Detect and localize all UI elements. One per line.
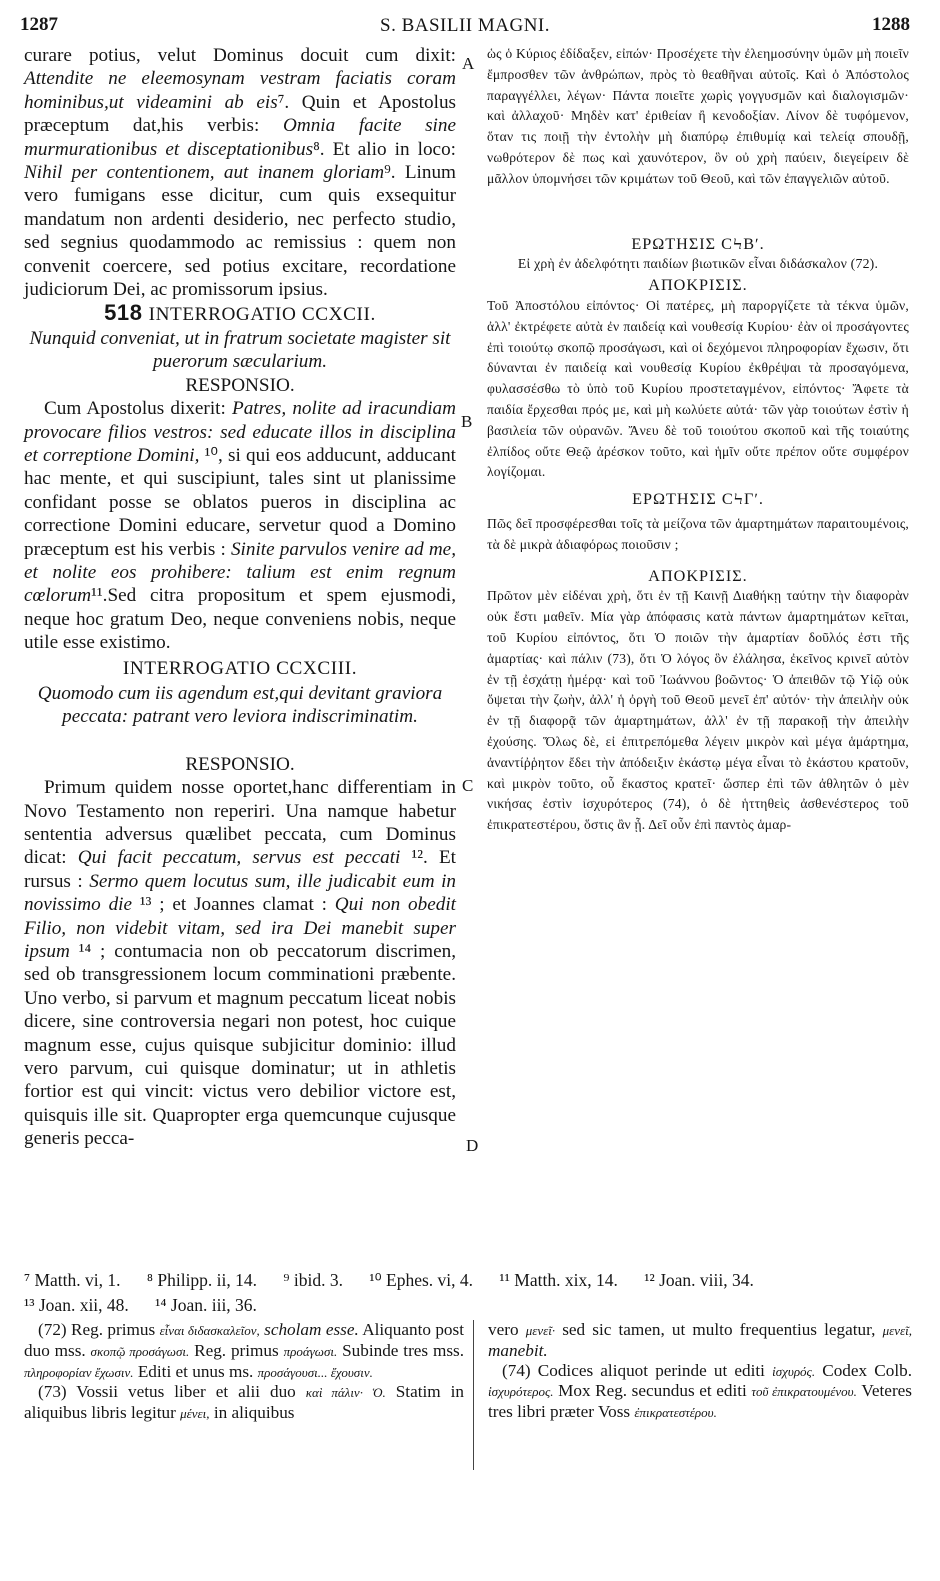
latin-response-293-label: RESPONSIO. [185,753,295,775]
latin-question-293-heading: INTERROGATIO CCXCIII. [122,657,358,679]
reference-item: ¹⁴ Joan. iii, 36. [155,1295,257,1315]
greek-question-293-heading: ΕΡΩΤΗΣΙΣ ϹϞΓʹ. [632,490,764,509]
reference-item: ¹¹ Matth. xix, 14. [499,1270,618,1290]
latin-question-293-text: Quomodo cum iis agendum est,qui devitant graviora peccata: patrant vero leviora indiscriminatim. [37,682,443,728]
greek-question-293-text: Πῶς δεῖ προσφέρεσθαι τοῖς τὰ μείζονα τῶν ἁμαρτημάτων παραιτουμένοις, τὰ δὲ μικρὰ ἀδιαφόρως ποιοῦσιν ; [487,515,909,552]
latin-question-292-heading: 518 INTERROGATIO CCXCII. [104,300,376,326]
references-row [24,1268,914,1293]
right-page-number: 1288 [872,14,910,35]
greek-column [487,44,909,836]
latin-column [24,44,456,1151]
latin-question-292-text: Nunquid conveniat, ut in fratrum societate magister sit puerorum sæcularium. [29,327,451,373]
greek-response-292-label: ΑΠΟΚΡΙΣΙΣ. [648,276,748,295]
section-mark-a: A [462,54,475,73]
latin-response-292-label: RESPONSIO. [185,374,295,396]
greek-response-293-label: ΑΠΟΚΡΙΣΙΣ. [648,566,748,585]
running-title: S. BASILII MAGNI. [380,15,550,36]
scripture-references [24,1268,914,1318]
latin-response-293-paragraph: Primum quidem nosse oportet,hanc differentiam in Novo Testamento non reperiri. Una namque habetur sententia adversus quælibet peccata, cum Dominus dicat: Qui facit peccatum, servus est peccati ¹². Et rursus : Sermo quem locutus sum, ille judicabit eum in novissimo die ¹³ ; et Joannes clamat : Qui non obedit Filio, non videbit vitam, sed ira Dei manebit super ipsum ¹⁴ ; contumacia non ob peccatorum discrimen, sed ob transgressionem locum comminationi præbente. Uno verbo, si parvum et magnum peccatum liceat nobis dicere, sine controversia negari non potest, hoc cuique magnum esse, cujus quisque subjicitur dominio: illud vero parvum, cui quisque dominatur; ut in athletis fortior est qui vincit: victus vero debilior victore est, quisquis ille sit. Quapropter erga quemcunque cujusque generis pecca- [24,777,456,1150]
note-73: (73) Vossii vetus liber et alii duo καὶ πάλιν· Ὁ. Statim in aliquibus libris legitur μένει, in aliquibus [24,1382,464,1423]
reference-item: ⁹ ibid. 3. [283,1270,343,1290]
note-74: (74) Codices aliquot perinde ut editi ἰσχυρός. Codex Colb. ἰσχυρότερος. Mox Reg. secundus et editi τοῦ ἐπικρατουμένου. Veteres tres libri præter Voss ἐπικρατεστέρου. [488,1360,912,1422]
greek-response-292-paragraph: Τοῦ Ἀποστόλου εἰπόντος· Οἱ πατέρες, μὴ παροργίζετε τὰ τέκνα ὑμῶν, ἀλλ' ἐκτρέφετε αὐτὰ ἐν παιδείᾳ καὶ νουθεσίᾳ Κυρίου· ἐὰν οἱ προσάγοντες ἐπὶ τοιούτῳ σκοπῷ προσάγωσι, καὶ οἱ δεχόμενοι πληροφορίαν ἔχωσιν, ὅτι δύνανται ἐν παιδείᾳ καὶ νουθεσίᾳ Κυρίου ἐκθρέψαι τὰ προσαγόμενα, φυλασσέσθω τὸ ὑπὸ τοῦ Κυρίου προστεταγμένον, εἰπόντος· Ἄφετε τὰ παιδία ἔρχεσθαι πρός με, καὶ μὴ κωλύετε αὐτά· τῶν γὰρ τοιούτων ἐστὶν ἡ βασιλεία τῶν οὐρανῶν. Ἄνευ δὲ τοῦ τοιούτου σκοποῦ καὶ τῆς τοιαύτης ἐλπίδος οὔτε Θεῷ ἀρέσκον τοῦτο, καὶ ἡμῖν οὔτε πρέπον οὔτε συμφέρον λογίζομαι. [487,297,909,480]
page-header [20,10,910,40]
section-mark-c: C [462,776,474,795]
latin-response-292-paragraph: Cum Apostolus dixerit: Patres, nolite ad iracundiam provocare filios vestros: sed educate illos in disciplina et correptione Domini, ¹⁰, si qui eos adducunt, adducant hac mente, et qui suscipiunt, tales sint ut planissime confidant posse se oblatos pueros in disciplina ac correctione Domini educare, servetur quod a Domino præceptum est his verbis : Sinite parvulos venire ad me, et nolite eos prohibere: talium est enim regnum cœlorum¹¹.Sed citra propositum et spem ejusmodi, neque hoc gratum Deo, neque conveniens nobis, neque utile esse existimo. [24,398,456,654]
note-73-continued: vero μενεῖ· sed sic tamen, ut multo frequentius legatur, μενεῖ, manebit. [488,1320,913,1360]
column-number: 518 [104,300,143,326]
references-row [24,1293,914,1318]
greek-question-292-text: Εἰ χρὴ ἐν ἀδελφότητι παιδίων βιωτικῶν εἶναι διδάσκαλον (72). [517,256,879,272]
reference-item: ¹³ Joan. xii, 48. [24,1295,129,1315]
left-page-number: 1287 [20,14,58,35]
section-mark-d: D [466,1136,479,1155]
latin-intro-paragraph: curare potius, velut Dominus docuit cum dixit: Attendite ne eleemosynam vestram faciatis coram hominibus,ut videamini ab eis⁷. Quin et Apostolus præceptum dat,his verbis: Omnia facite sine murmurationibus et disceptationibus⁸. Et alio in loco: Nihil per contentionem, aut inanem gloriam⁹. Linum vero fumigans esse dicitur, cum quis exsequitur mandatum non ardenti desiderio, nec perfecto studio, sed segnius quodammodo ac remissius : quem non convenit coercere, sed potius excitare, recordatione judiciorum Dei, ac promissorum ipsius. [24,45,457,301]
greek-response-293-paragraph: Πρῶτον μὲν εἰδέναι χρὴ, ὅτι ἐν τῇ Καινῇ Διαθήκῃ ταύτην τὴν διαφορὰν οὐκ ἔστι μαθεῖν. Μία γὰρ ἀπόφασις κατὰ πάντων ἁμαρτημάτων κεῖται, τοῦ Κυρίου εἰπόντος, ὅτι Ὁ ποιῶν τὴν ἁμαρτίαν δοῦλός ἐστι τῆς ἁμαρτίας· καὶ πάλιν (73), ὅτι Ὁ λόγος ὃν ἐλάλησα, ἐκεῖνος κρινεῖ αὐτὸν ἐν τῇ ἐσχάτῃ ἡμέρᾳ· καὶ τοῦ Ἰωάννου βοῶντος· Ὁ ἀπειθῶν τῷ Υἱῷ οὐκ ὄψεται τὴν ζωὴν, ἀλλ' ἡ ὀργὴ τοῦ Θεοῦ μενεῖ ἐπ' αὐτόν· τὴν ἀπειλὴν οὐκ ἐν τῇ διαφορᾷ τῶν ἁμαρτημάτων, ἀλλ' ἐν τῇ παρακοῇ τὴν ἀπειλὴν ἐχούσης. Ὅλως δὲ, εἰ ἐπιτρεπόμεθα λέγειν μικρὸν καὶ μέγα ἁμάρτημα, ἀναντίῤῥητον ἔδει τὴν ἀπόδειξιν ἑκάστῳ μέγα εἶναι τὸ ἑκάστου κρατοῦν, καὶ μικρὸν τοῦτο, οὗ ἕκαστος κρατεῖ· ὥσπερ ἐπὶ τῶν ἀθλητῶν ὁ μὲν νικήσας ἐστὶν ἰσχυρότερος (74), ὁ δὲ ἡττηθεὶς ἀσθενέστερος τοῦ ἐπικρατεστέρου, ὅστις ἂν ᾖ. Δεῖ οὖν ἐπὶ παντὸς ἁμαρ- [487,588,909,833]
reference-item: ¹² Joan. viii, 34. [644,1270,754,1290]
reference-item: ¹⁰ Ephes. vi, 4. [369,1270,474,1290]
reference-item: ⁷ Matth. vi, 1. [24,1270,121,1290]
reference-item: ⁸ Philipp. ii, 14. [146,1270,258,1290]
editorial-notes-right [488,1320,912,1423]
greek-question-292-heading: ΕΡΩΤΗΣΙΣ ϹϞΒʹ. [631,234,765,253]
editorial-notes-left [24,1320,464,1424]
greek-intro-paragraph: ὡς ὁ Κύριος ἐδίδαξεν, εἰπών· Προσέχετε τὴν ἐλεημοσύνην ὑμῶν μὴ ποιεῖν ἔμπροσθεν τῶν ἀνθρώπων, πρὸς τὸ θεαθῆναι αὐτοῖς. Καὶ ὁ Ἀπόστολος παραγγέλλει, λέγων· Πάντα ποιεῖτε χωρὶς γογγυσμῶν καὶ διαλογισμῶν· καὶ ἀλλαχοῦ· Μηδὲν κατ' ἐριθείαν ἢ κενοδοξίαν. Λίνον δὲ τυφόμενον, ὅταν τις ποιῇ τὴν ἐντολὴν μὴ διαπύρῳ ἐπιθυμίᾳ καὶ τελείᾳ σπουδῇ, νωθρότερον δὲ πως καὶ χαυνότερον, ὃν οὐ χρὴ παύειν, διεγείρειν δὲ μᾶλλον ὑπομνήσει τῶν κριμάτων τοῦ Θεοῦ, καὶ τῶν ἐπαγγελιῶν αὐτοῦ. [487,46,909,186]
footnote-column-divider [473,1320,474,1470]
note-72: (72) Reg. primus εἶναι διδασκαλεῖον, scholam esse. Aliquanto post duo mss. σκοπῷ προσάγωσι. Reg. primus προάγωσι. Subinde tres mss. πληροφορίαν ἔχωσιν. Editi et unus ms. προσάγουσι... ἔχουσιν. [24,1320,465,1381]
section-mark-b: B [461,412,473,431]
